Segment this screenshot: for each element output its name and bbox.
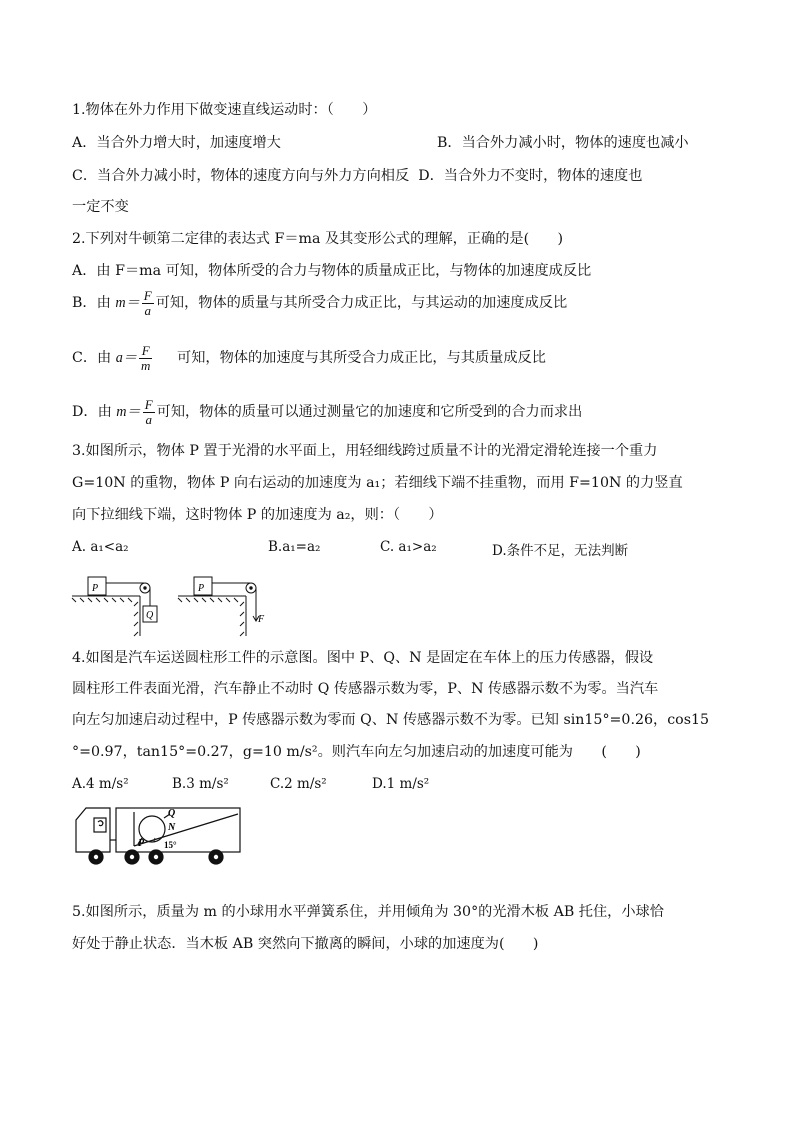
q3-figure	[68, 570, 278, 638]
q4-line2: 圆柱形工件表面光滑，汽车静止不动时 Q 传感器示数为零，P、N 传感器示数不为零。当汽车	[72, 681, 659, 697]
q1-stem: 1.物体在外力作用下做变速直线运动时：（ ）	[72, 102, 377, 118]
q1-option-d: D．当合外力不变时，物体的速度也	[418, 168, 643, 184]
q4-fig-label-q: Q	[168, 808, 176, 819]
q2-option-d: D．由 m＝ $\frac{F}{a}$ 可知，物体的质量可以通过测量它的加速度和它所受到的合力而求出	[72, 396, 583, 427]
q1-option-c-and-d	[72, 166, 642, 186]
q3-option-b: B.a₁=a₂	[268, 539, 321, 555]
q2-option-b: B．由 m＝ $\frac{F}{a}$ 可知，物体的质量与其所受合力成正比，与其运动的加速度成反比	[72, 287, 568, 318]
q2-stem: 2.下列对牛顿第二定律的表达式 F＝ma 及其变形公式的理解，正确的是( )	[72, 231, 564, 247]
q4-fig-label-n: N	[168, 822, 176, 833]
q2-d-fraction: $\frac{F}{a}$	[144, 396, 153, 427]
q2-c-lhs: a＝	[115, 350, 138, 366]
q4-line4: °=0.97，tan15°=0.27，g=10 m/s²。则汽车向左匀加速启动的加速度可能为 ( )	[72, 744, 641, 760]
q3-figure-right	[178, 577, 259, 636]
q3-fig-label-p2: P	[198, 583, 205, 594]
q2-d-lhs: m＝	[116, 404, 141, 420]
q3-figure-left	[72, 577, 157, 636]
q1-option-b: B．当合外力减小时，物体的速度也减小	[437, 135, 689, 151]
q1-option-a: A．当合外力增大时，加速度增大	[72, 135, 281, 151]
q4-fig-label-p: P	[138, 838, 145, 849]
q4-option-a: A.4 m/s²	[72, 776, 129, 792]
q2-b-fraction: $\frac{F}{a}$	[143, 287, 152, 318]
q4-truck-figure	[72, 804, 244, 868]
q3-line1: 3.如图所示，物体 P 置于光滑的水平面上，用轻细线跨过质量不计的光滑定滑轮连接一个重力	[72, 443, 658, 459]
q4-option-b: B.3 m/s²	[172, 776, 229, 792]
q5-line2: 好处于静止状态．当木板 AB 突然向下撤离的瞬间，小球的加速度为( )	[72, 936, 539, 952]
q4-option-d: D.1 m/s²	[372, 776, 430, 792]
q4-line3: 向左匀加速启动过程中，P 传感器示数为零而 Q、N 传感器示数不为零。已知 sin15°=0.26，cos15	[72, 712, 710, 728]
q2-option-a: A．由 F＝ma 可知，物体所受的合力与物体的质量成正比，与物体的加速度成反比	[72, 263, 592, 279]
q2-c-fraction: $\frac{F}{m}$	[141, 342, 151, 373]
q2-b-lhs: m＝	[115, 295, 140, 311]
q3-fig-label-q: Q	[146, 610, 154, 621]
q3-option-a: A. a₁<a₂	[72, 539, 129, 555]
q4-option-c: C.2 m/s²	[270, 776, 327, 792]
q1-option-c: C．当合外力减小时，物体的速度方向与外力方向相反	[72, 168, 410, 184]
q4-fig-label-angle: 15°	[164, 840, 177, 850]
q3-fig-label-f: F	[258, 614, 265, 625]
q3-fig-label-p1: P	[92, 583, 99, 594]
q4-line1: 4.如图是汽车运送圆柱形工件的示意图。图中 P、Q、N 是固定在车体上的压力传感器，假设	[72, 650, 654, 666]
q3-line2: G=10N 的重物，物体 P 向右运动的加速度为 a₁；若细线下端不挂重物，而用 F=10N 的力竖直	[72, 475, 683, 491]
q3-option-d: D.条件不足，无法判断	[492, 543, 629, 559]
q1-option-d-cont: 一定不变	[72, 199, 129, 215]
q3-line3: 向下拉细线下端，这时物体 P 的加速度为 a₂，则：（ ）	[72, 507, 443, 523]
q5-line1: 5.如图所示，质量为 m 的小球用水平弹簧系住，并用倾角为 30°的光滑木板 AB 托住，小球恰	[72, 904, 664, 920]
q2-option-c: C．由 a＝ $\frac{F}{m}$ 可知，物体的加速度与其所受合力成正比，与其质量成反比	[72, 342, 546, 373]
q3-option-c: C. a₁>a₂	[380, 539, 437, 555]
